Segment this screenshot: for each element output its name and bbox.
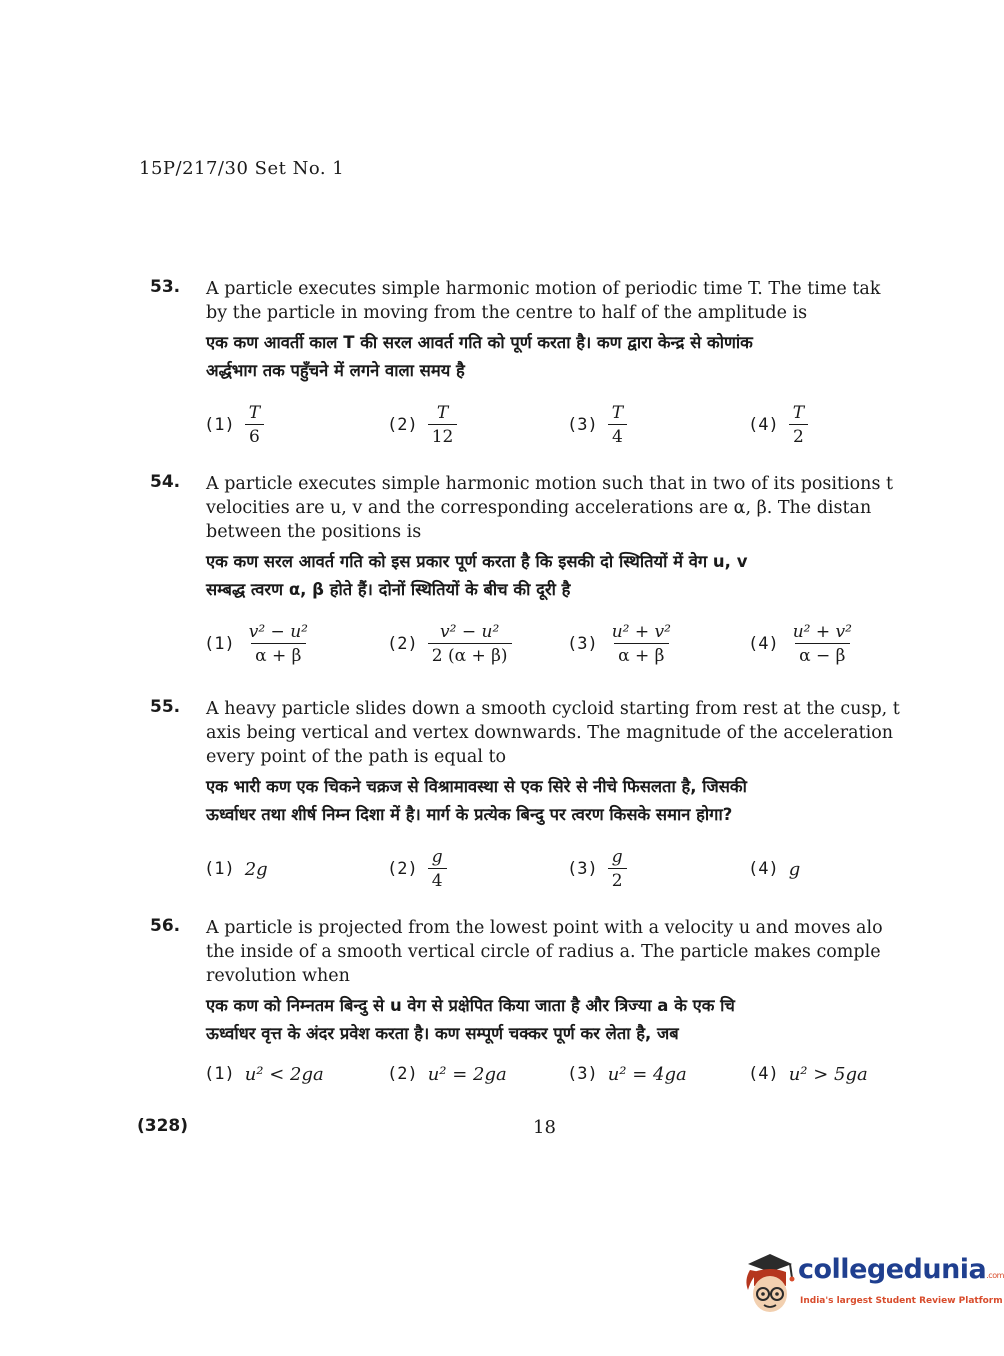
fraction-denominator: 4 bbox=[608, 424, 627, 447]
question-text-english: A particle is projected from the lowest point with a velocity u and moves alo the inside of a smooth vertical circle of radius a. The particle makes comple revolution when bbox=[206, 918, 883, 986]
option-label: (4) bbox=[748, 1064, 779, 1084]
collegedunia-logo[interactable] bbox=[740, 1250, 1004, 1322]
option-2 bbox=[387, 397, 457, 453]
option-4 bbox=[748, 616, 856, 672]
option-label: (3) bbox=[567, 859, 598, 879]
options bbox=[204, 397, 940, 453]
question-text-hindi: एक कण आवर्ती काल T की सरल आवर्त गति को पूर्ण करता है। कण द्वारा केन्द्र से कोणांक अर्द्धभाग तक पहुँचने में लगने वाला समय है bbox=[206, 333, 753, 380]
option-fraction bbox=[608, 622, 675, 666]
option-expression: u² = 4ga bbox=[607, 1063, 687, 1085]
option-1 bbox=[204, 616, 312, 672]
option-3 bbox=[567, 616, 675, 672]
fraction-denominator: α + β bbox=[251, 643, 305, 666]
fraction-denominator: α − β bbox=[795, 643, 849, 666]
option-1 bbox=[204, 1056, 324, 1092]
question-number: 55. bbox=[150, 697, 181, 717]
fraction-numerator: g bbox=[431, 847, 443, 867]
paper-code: 15P/217/30 Set No. 1 bbox=[139, 158, 345, 179]
option-expression: u² < 2ga bbox=[244, 1063, 324, 1085]
option-3 bbox=[567, 841, 627, 897]
option-1 bbox=[204, 397, 264, 453]
option-fraction bbox=[608, 403, 627, 447]
question-text-english: A heavy particle slides down a smooth cycloid starting from rest at the cusp, t axis being vertical and vertex downwards. The magnitude of the acceleration every point of the path is equal to bbox=[206, 699, 900, 767]
option-label: (1) bbox=[204, 1064, 235, 1084]
question-number: 54. bbox=[150, 472, 181, 492]
fraction-numerator: T bbox=[248, 403, 261, 423]
option-label: (4) bbox=[748, 415, 779, 435]
option-label: (3) bbox=[567, 1064, 598, 1084]
option-3 bbox=[567, 397, 627, 453]
option-fraction bbox=[608, 847, 627, 891]
option-label: (2) bbox=[387, 415, 418, 435]
option-label: (1) bbox=[204, 859, 235, 879]
question-number: 56. bbox=[150, 916, 181, 936]
logo-dotcom: .com bbox=[986, 1271, 1004, 1280]
question-text-hindi: एक कण सरल आवर्त गति को इस प्रकार पूर्ण करता है कि इसकी दो स्थितियों में वेग u, v सम्बद्ध त्वरण α, β होते हैं। दोनों स्थितियों के बीच की दूरी है bbox=[206, 552, 748, 599]
fraction-denominator: α + β bbox=[614, 643, 668, 666]
option-1 bbox=[204, 841, 268, 897]
booklet-code: (328) bbox=[137, 1116, 189, 1136]
option-label: (4) bbox=[748, 859, 779, 879]
fraction-denominator: 4 bbox=[428, 868, 447, 891]
question-number: 53. bbox=[150, 277, 181, 297]
fraction-numerator: u² + v² bbox=[611, 622, 671, 642]
option-label: (2) bbox=[387, 859, 418, 879]
logo-wordmark bbox=[798, 1254, 1004, 1285]
page-number: 18 bbox=[533, 1117, 556, 1138]
fraction-denominator: 2 (α + β) bbox=[428, 643, 512, 666]
option-fraction bbox=[428, 622, 512, 666]
fraction-numerator: g bbox=[611, 847, 623, 867]
logo-name-text: collegedunia bbox=[798, 1254, 987, 1285]
option-label: (1) bbox=[204, 415, 235, 435]
option-4 bbox=[748, 397, 808, 453]
option-fraction bbox=[428, 847, 447, 891]
fraction-numerator: T bbox=[611, 403, 624, 423]
option-label: (2) bbox=[387, 634, 418, 654]
option-fraction bbox=[789, 403, 808, 447]
option-expression: u² = 2ga bbox=[427, 1063, 507, 1085]
question-53 bbox=[150, 277, 940, 453]
options bbox=[204, 841, 940, 897]
option-2 bbox=[387, 1056, 507, 1092]
option-fraction bbox=[245, 403, 264, 447]
question-text-english: A particle executes simple harmonic motion of periodic time T. The time tak by the particle in moving from the centre to half of the amplitude is bbox=[206, 279, 881, 323]
option-label: (2) bbox=[387, 1064, 418, 1084]
question-text-english: A particle executes simple harmonic motion such that in two of its positions t velocities are u, v and the corresponding accelerations are α, β. The distan between the positions is bbox=[206, 474, 894, 542]
option-label: (3) bbox=[567, 634, 598, 654]
question-text-hindi: एक कण को निम्नतम बिन्दु से u वेग से प्रक्षेपित किया जाता है और त्रिज्या a के एक चि ऊर्ध्वाधर वृत्त के अंदर प्रवेश करता है। कण सम्पूर्ण चक्कर पूर्ण कर लेता है, जब bbox=[206, 996, 735, 1043]
fraction-numerator: v² − u² bbox=[440, 622, 500, 642]
question-56 bbox=[150, 916, 940, 1092]
option-label: (1) bbox=[204, 634, 235, 654]
fraction-denominator: 6 bbox=[245, 424, 264, 447]
option-fraction bbox=[428, 403, 458, 447]
option-4 bbox=[748, 841, 800, 897]
mascot-icon bbox=[740, 1250, 798, 1320]
option-2 bbox=[387, 841, 447, 897]
question-55 bbox=[150, 697, 940, 897]
option-fraction bbox=[789, 622, 856, 666]
fraction-denominator: 2 bbox=[608, 868, 627, 891]
option-4 bbox=[748, 1056, 868, 1092]
option-fraction bbox=[245, 622, 312, 666]
fraction-denominator: 12 bbox=[428, 424, 458, 447]
fraction-numerator: u² + v² bbox=[792, 622, 852, 642]
option-label: (3) bbox=[567, 415, 598, 435]
option-expression: g bbox=[788, 858, 801, 880]
options bbox=[204, 1056, 940, 1092]
fraction-denominator: 2 bbox=[789, 424, 808, 447]
option-label: (4) bbox=[748, 634, 779, 654]
question-text-hindi: एक भारी कण एक चिकने चक्रज से विश्रामावस्था से एक सिरे से नीचे फिसलता है, जिसकी ऊर्ध्वाधर तथा शीर्ष निम्न दिशा में है। मार्ग के प्रत्येक बिन्दु पर त्वरण किसके समान होगा? bbox=[206, 777, 747, 824]
option-expression: u² > 5ga bbox=[788, 1063, 868, 1085]
fraction-numerator: v² − u² bbox=[248, 622, 308, 642]
fraction-numerator: T bbox=[436, 403, 449, 423]
logo-tagline: India's largest Student Review Platform bbox=[800, 1296, 1003, 1306]
question-54 bbox=[150, 472, 940, 672]
options bbox=[204, 616, 940, 672]
option-expression: 2g bbox=[244, 858, 268, 880]
option-2 bbox=[387, 616, 512, 672]
option-3 bbox=[567, 1056, 687, 1092]
fraction-numerator: T bbox=[792, 403, 805, 423]
